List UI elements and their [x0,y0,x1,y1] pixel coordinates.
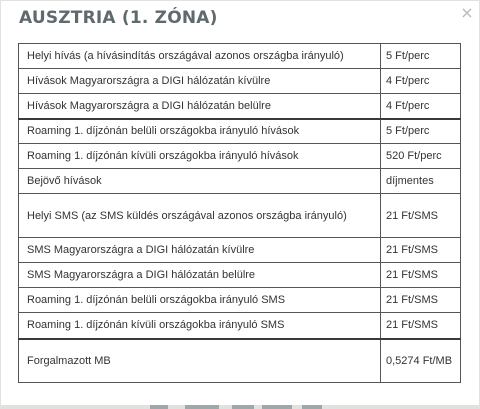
rate-description: SMS Magyarországra a DIGI hálózatán kívülre [19,238,381,263]
rate-description: Bejövő hívások [19,169,381,194]
close-icon[interactable]: × [460,3,474,22]
rate-row [19,288,461,313]
rate-row [19,44,461,69]
rate-row [19,169,461,194]
rate-row [19,194,461,238]
rate-price: 21 Ft/SMS [381,263,461,288]
rate-description: Roaming 1. díjzónán belüli országokba irányuló hívások [19,119,381,144]
rate-price: 4 Ft/perc [381,94,461,119]
rate-description: Roaming 1. díjzónán belüli országokba irányuló SMS [19,288,381,313]
rate-price: 0,5274 Ft/MB [381,339,461,383]
rate-description: SMS Magyarországra a DIGI hálózatán belülre [19,263,381,288]
rates-table [18,43,461,383]
rate-price: 21 Ft/SMS [381,194,461,238]
rate-row [19,263,461,288]
rate-price: 21 Ft/SMS [381,313,461,339]
rate-price: díjmentes [381,169,461,194]
background-page-strip [0,405,480,409]
rate-row [19,339,461,383]
rate-row [19,144,461,169]
rate-price: 21 Ft/SMS [381,238,461,263]
modal-title: AUSZTRIA (1. ZÓNA) [19,8,218,28]
rate-price: 4 Ft/perc [381,69,461,94]
rate-description: Helyi hívás (a hívásindítás országával azonos országba irányuló) [19,44,381,69]
rate-price: 21 Ft/SMS [381,288,461,313]
rate-row [19,94,461,119]
rate-price: 5 Ft/perc [381,44,461,69]
rate-row [19,313,461,339]
rate-row [19,238,461,263]
rate-description: Forgalmazott MB [19,339,381,383]
rate-description: Hívások Magyarországra a DIGI hálózatán belülre [19,94,381,119]
rate-description: Hívások Magyarországra a DIGI hálózatán kívülre [19,69,381,94]
rate-row [19,119,461,144]
rate-row [19,69,461,94]
rate-price: 520 Ft/perc [381,144,461,169]
rate-price: 5 Ft/perc [381,119,461,144]
rate-description: Helyi SMS (az SMS küldés országával azonos országba irányuló) [19,194,381,238]
rate-description: Roaming 1. díjzónán kívüli országokba irányuló hívások [19,144,381,169]
rate-description: Roaming 1. díjzónán kívüli országokba irányuló SMS [19,313,381,339]
